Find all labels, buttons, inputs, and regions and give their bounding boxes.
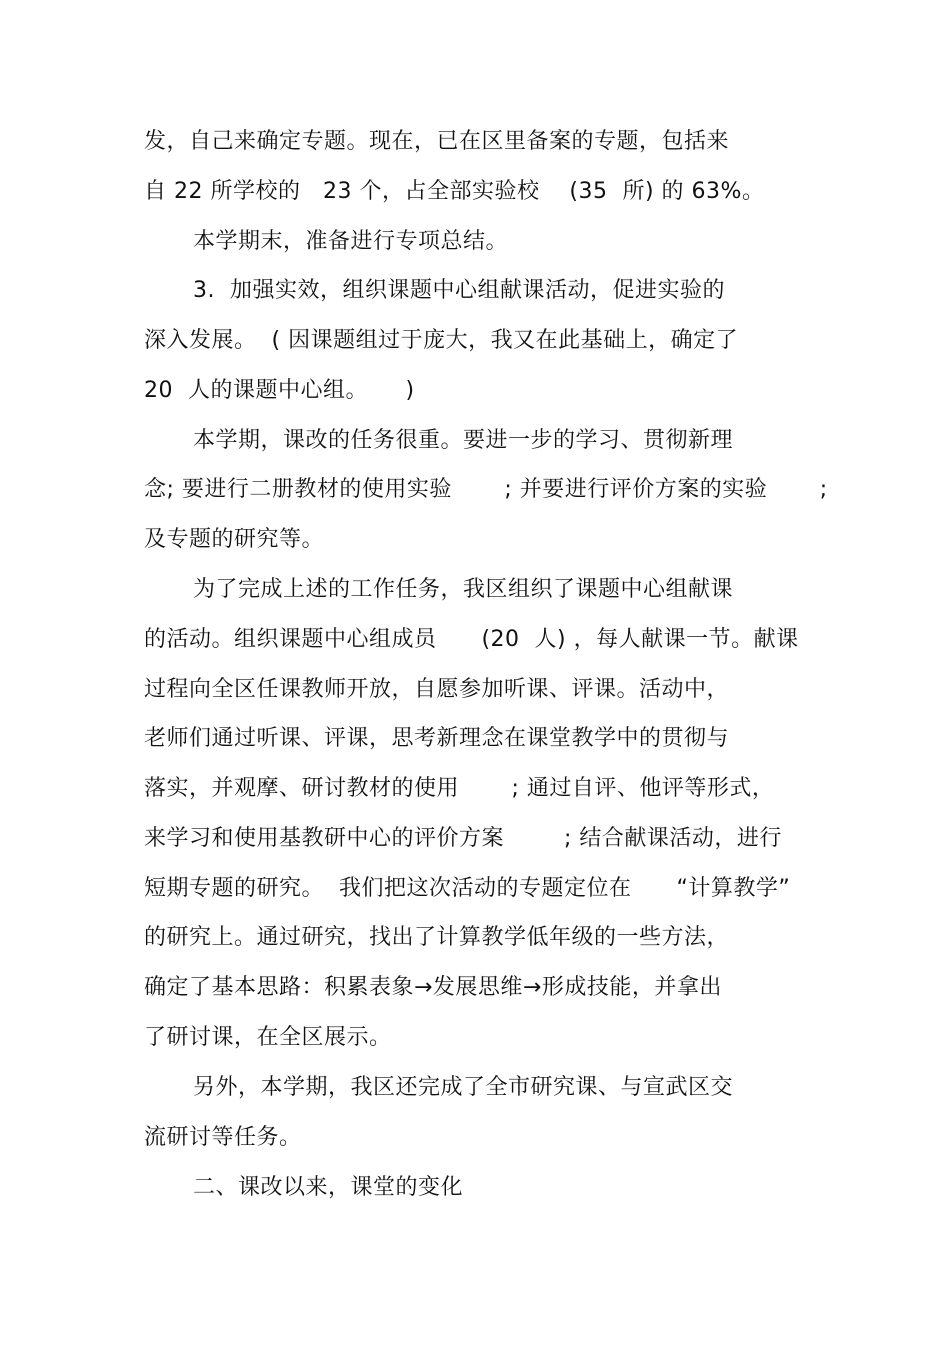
text-line: 20 人的课题中心组。 ) — [144, 378, 415, 403]
text-line: 自 22 所学校的 23 个，占全部实验校 (35 所) 的 63%。 — [144, 179, 765, 204]
text-line: 了研讨课，在全区展示。 — [144, 1025, 392, 1050]
text-line: 来学习和使用基教研中心的评价方案 ; 结合献课活动，进行 — [144, 826, 782, 851]
section-heading-line: 3. 加强实效，组织课题中心组献课活动，促进实验的 — [193, 278, 725, 303]
text-line: 及专题的研究等。 — [144, 527, 325, 552]
paragraph-line: 本学期，课改的任务很重。要进一步的学习、贯彻新理 — [193, 428, 734, 453]
text-line: 发，自己来确定专题。现在，已在区里备案的专题，包括来 — [144, 129, 730, 154]
text-line: 的活动。组织课题中心组成员 (20 人) ，每人献课一节。献课 — [144, 627, 799, 652]
text-line: 老师们通过听课、评课，思考新理念在课堂教学中的贯彻与 — [144, 726, 730, 751]
text-line: 深入发展。 ( 因课题组过于庞大，我又在此基础上，确定了 — [144, 328, 739, 353]
text-line: 的研究上。通过研究，找出了计算教学低年级的一些方法， — [144, 925, 730, 950]
section-heading-line: 二、课改以来，课堂的变化 — [193, 1175, 464, 1200]
text-line: 流研讨等任务。 — [144, 1125, 302, 1150]
text-line: 落实，并观摩、研讨教材的使用 ; 通过自评、他评等形式， — [144, 776, 775, 801]
text-line: 过程向全区任课教师开放，自愿参加听课、评课。活动中， — [144, 677, 730, 702]
paragraph-line: 为了完成上述的工作任务，我区组织了课题中心组献课 — [193, 577, 734, 602]
paragraph-line: 本学期末，准备进行专项总结。 — [193, 229, 509, 254]
text-line: 念; 要进行二册教材的使用实验 ; 并要进行评价方案的实验 ; — [144, 477, 828, 502]
paragraph-line: 另外，本学期，我区还完成了全市研究课、与宣武区交 — [193, 1075, 734, 1100]
text-line: 短期专题的研究。 我们把这次活动的专题定位在 “计算教学” — [144, 876, 791, 901]
text-line: 确定了基本思路：积累表象→发展思维→形成技能，并拿出 — [144, 975, 722, 1000]
